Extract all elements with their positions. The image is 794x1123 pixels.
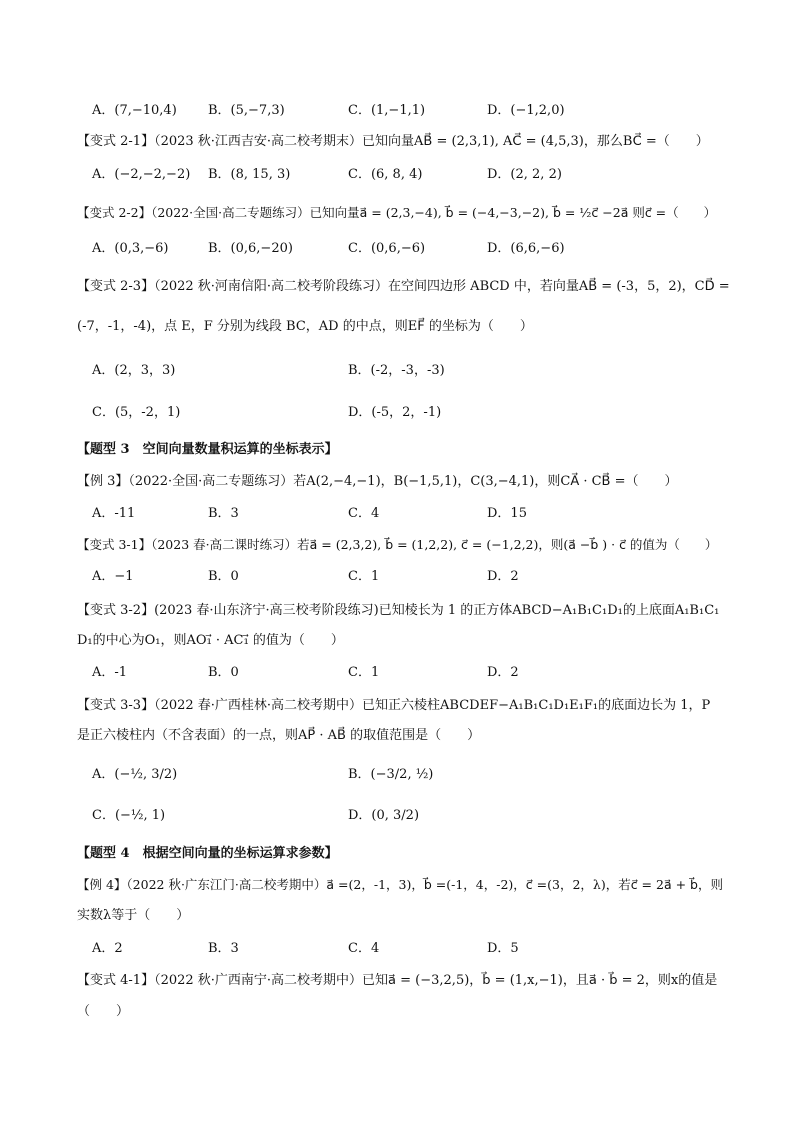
option-c: C．(5，-2，1) (92, 405, 181, 420)
option-a: A．(0,3,−6) (92, 241, 169, 256)
question-variant-4-1-line1: 【变式 4-1】（2022 秋·广西南宁·高二校考期中）已知a⃗ = (−3,2,5)，b⃗ = (1,x,−1)，且a⃗ · b⃗ = 2，则x的值是 (77, 973, 718, 988)
option-a: A．−1 (92, 569, 134, 584)
option-b: B．(-2，-3，-3) (348, 363, 445, 378)
option-c: C．1 (348, 569, 380, 584)
section-heading-type-3: 【题型 3 空间向量数量积运算的坐标表示】 (77, 442, 338, 457)
option-a: A．(−½, 3/2) (92, 767, 178, 782)
option-c: C．4 (348, 506, 380, 521)
option-a: A．(7,−10,4) (92, 103, 177, 118)
question-variant-3-1: 【变式 3-1】（2023 春·高二课时练习）若a⃗ = (2,3,2), b⃗ = (1,2,2), c⃗ = (−1,2,2)，则(a⃗ −b⃗ ) · c⃗ 的值为（ ） (77, 537, 718, 552)
option-d: D．(0, 3/2) (348, 808, 420, 823)
option-c: C．1 (348, 665, 380, 680)
option-a: A．-1 (92, 665, 128, 680)
option-b: B．(8, 15, 3) (208, 167, 291, 182)
option-a: A．(−2,−2,−2) (92, 167, 191, 182)
question-variant-3-3-line2: 是正六棱柱内（不含表面）的一点，则AP⃗ · AB⃗ 的取值范围是（ ） (77, 728, 481, 743)
option-c: C．4 (348, 941, 380, 956)
question-variant-2-1: 【变式 2-1】（2023 秋·江西吉安·高二校考期末）已知向量AB⃗ = (2,3,1), AC⃗ = (4,5,3)，那么BC⃗ =（ ） (77, 134, 709, 149)
question-variant-2-2: 【变式 2-2】（2022·全国·高二专题练习）已知向量a⃗ = (2,3,−4), b⃗ = (−4,−3,−2), b⃗ = ½c⃗ −2a⃗ 则c⃗ =（ ） (77, 205, 717, 220)
option-d: D．2 (487, 665, 519, 680)
question-variant-2-3-line1: 【变式 2-3】（2022 秋·河南信阳·高二校考阶段练习）在空间四边形 ABCD 中，若向量AB⃗ = (-3，5，2)，CD⃗ = (77, 279, 730, 294)
question-variant-3-3-line1: 【变式 3-3】（2022 春·广西桂林·高二校考期中）已知正六棱柱ABCDEF−A₁B₁C₁D₁E₁F₁的底面边长为 1，P (77, 698, 711, 713)
option-d: D．(−1,2,0) (487, 103, 565, 118)
question-variant-2-3-line2: (-7，-1，-4)，点 E，F 分别为线段 BC，AD 的中点，则EF⃗ 的坐标为（ ） (77, 319, 533, 334)
section-heading-type-4: 【题型 4 根据空间向量的坐标运算求参数】 (77, 846, 338, 861)
option-d: D．(-5，2，-1) (348, 405, 442, 420)
option-a: A．2 (92, 941, 123, 956)
question-variant-3-2-line1: 【变式 3-2】(2023 春·山东济宁·高三校考阶段练习)已知棱长为 1 的正方体ABCD−A₁B₁C₁D₁的上底面A₁B₁C₁ (77, 603, 720, 618)
option-b: B．0 (208, 569, 239, 584)
option-c: C．(6, 8, 4) (348, 167, 423, 182)
option-d: D．2 (487, 569, 519, 584)
option-d: D．5 (487, 941, 519, 956)
question-example-4-line1: 【例 4】（2022 秋·广东江门·高二校考期中）a⃗ =(2，-1，3)，b⃗ =(-1，4，-2)，c⃗ =(3，2，λ)，若c⃗ = 2a⃗ + b⃗，则 (77, 877, 723, 892)
option-a: A．-11 (92, 506, 136, 521)
option-b: B．3 (208, 506, 239, 521)
option-b: B．0 (208, 665, 239, 680)
question-example-4-line2: 实数λ等于（ ） (77, 908, 190, 923)
option-b: B．3 (208, 941, 239, 956)
option-d: D．(6,6,−6) (487, 241, 565, 256)
option-c: C．(−½, 1) (92, 808, 166, 823)
option-a: A．(2，3，3) (92, 363, 176, 378)
option-c: C．(0,6,−6) (348, 241, 426, 256)
question-example-3: 【例 3】（2022·全国·高二专题练习）若A(2,−4,−1)，B(−1,5,1)，C(3,−4,1)，则CA⃗ · CB⃗ =（ ） (77, 474, 678, 489)
option-c: C．(1,−1,1) (348, 103, 426, 118)
option-b: B．(−3/2, ½) (348, 767, 434, 782)
option-b: B．(5,−7,3) (208, 103, 285, 118)
option-d: D．(2, 2, 2) (487, 167, 562, 182)
option-d: D．15 (487, 506, 527, 521)
question-variant-3-2-line2: D₁的中心为O₁，则AO₁⃗ · AC₁⃗ 的值为（ ） (77, 633, 344, 648)
option-b: B．(0,6,−20) (208, 241, 293, 256)
question-variant-4-1-line2: （ ） (77, 1004, 130, 1019)
